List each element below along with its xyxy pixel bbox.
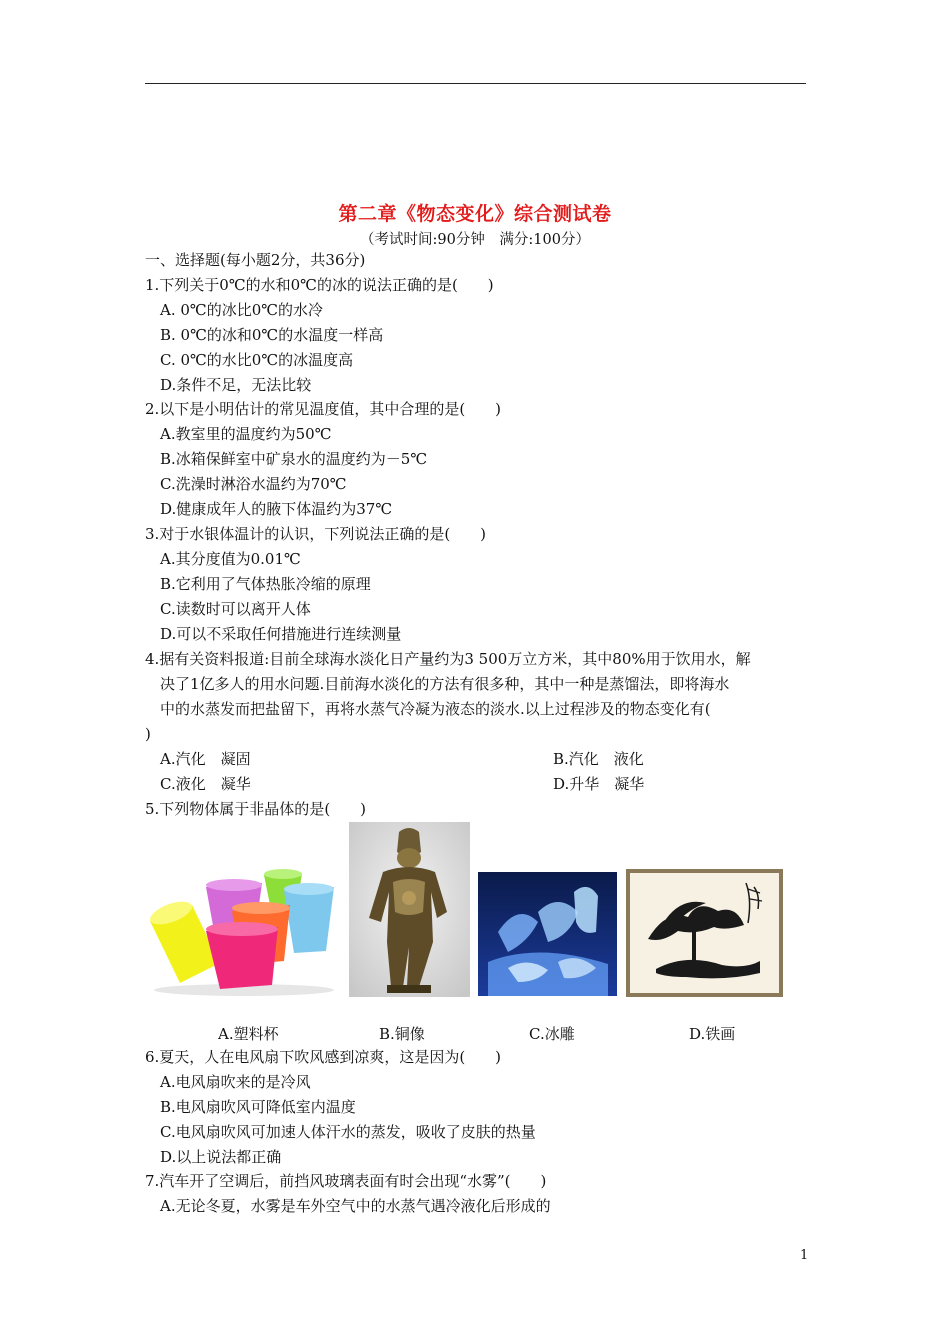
question-2-option-b: B.冰箱保鲜室中矿泉水的温度约为－5℃ [160,450,428,468]
question-2-option-c: C.洗澡时淋浴水温约为70℃ [160,475,347,493]
question-3-stem: 3.对于水银体温计的认识，下列说法正确的是( ) [145,525,487,543]
exam-title: 第二章《物态变化》综合测试卷 [338,203,612,225]
question-4-line-3: 中的水蒸发而把盐留下，再将水蒸气冷凝为液态的淡水.以上过程涉及的物态变化有( [160,700,711,718]
q5-caption-d: D.铁画 [689,1025,736,1043]
question-6-option-d: D.以上说法都正确 [160,1148,282,1166]
question-5-stem: 5.下列物体属于非晶体的是( ) [145,800,367,818]
question-3-option-c: C.读数时可以离开人体 [160,600,311,618]
question-1-option-b: B. 0℃的冰和0℃的水温度一样高 [160,326,384,344]
question-2-stem: 2.以下是小明估计的常见温度值，其中合理的是( ) [145,400,502,418]
q5-caption-a: A.塑料杯 [218,1025,279,1043]
question-2-option-d: D.健康成年人的腋下体温约为37℃ [160,500,393,518]
iron-painting-image [626,869,783,997]
question-3-option-a: A.其分度值为0.01℃ [160,550,301,568]
question-6-option-c: C.电风扇吹风可加速人体汗水的蒸发，吸收了皮肤的热量 [160,1123,536,1141]
question-4-line-4: ) [145,725,151,743]
question-4-option-b: B.汽化 液化 [553,750,644,768]
q5-caption-c: C.冰雕 [529,1025,575,1043]
question-4-option-a: A.汽化 凝固 [160,750,251,768]
question-3-option-d: D.可以不采取任何措施进行连续测量 [160,625,402,643]
question-1-stem: 1.下列关于0℃的水和0℃的冰的说法正确的是( ) [145,276,494,294]
question-7-option-a: A.无论冬夏，水雾是车外空气中的水蒸气遇冷液化后形成的 [160,1197,551,1215]
q5-caption-b: B.铜像 [379,1025,425,1043]
ice-sculpture-image [478,872,617,996]
question-6-option-b: B.电风扇吹风可降低室内温度 [160,1098,356,1116]
question-4-option-d: D.升华 凝华 [553,775,645,793]
exam-subtitle: （考试时间:90分钟 满分:100分） [360,232,590,248]
section-heading: 一、选择题(每小题2分，共36分) [145,251,366,269]
question-4-option-c: C.液化 凝华 [160,775,251,793]
plastic-cups-image [144,865,342,996]
bronze-statue-image [349,822,470,997]
question-6-stem: 6.夏天，人在电风扇下吹风感到凉爽，这是因为( ) [145,1048,502,1066]
page-number: 1 [800,1248,809,1263]
question-1-option-a: A. 0℃的冰比0℃的水冷 [160,301,324,319]
question-4-line-1: 4.据有关资料报道:目前全球海水淡化日产量约为3 500万立方米，其中80%用于饮用水，解 [145,650,751,668]
question-6-option-a: A.电风扇吹来的是冷风 [160,1073,311,1091]
question-1-option-c: C. 0℃的水比0℃的冰温度高 [160,351,354,369]
header-rule [145,83,806,84]
question-4-line-2: 决了1亿多人的用水问题.目前海水淡化的方法有很多种，其中一种是蒸馏法，即将海水 [160,675,730,693]
question-1-option-d: D.条件不足，无法比较 [160,376,312,394]
question-2-option-a: A.教室里的温度约为50℃ [160,425,332,443]
question-7-stem: 7.汽车开了空调后，前挡风玻璃表面有时会出现“水雾”( ) [145,1172,547,1190]
question-3-option-b: B.它利用了气体热胀冷缩的原理 [160,575,371,593]
